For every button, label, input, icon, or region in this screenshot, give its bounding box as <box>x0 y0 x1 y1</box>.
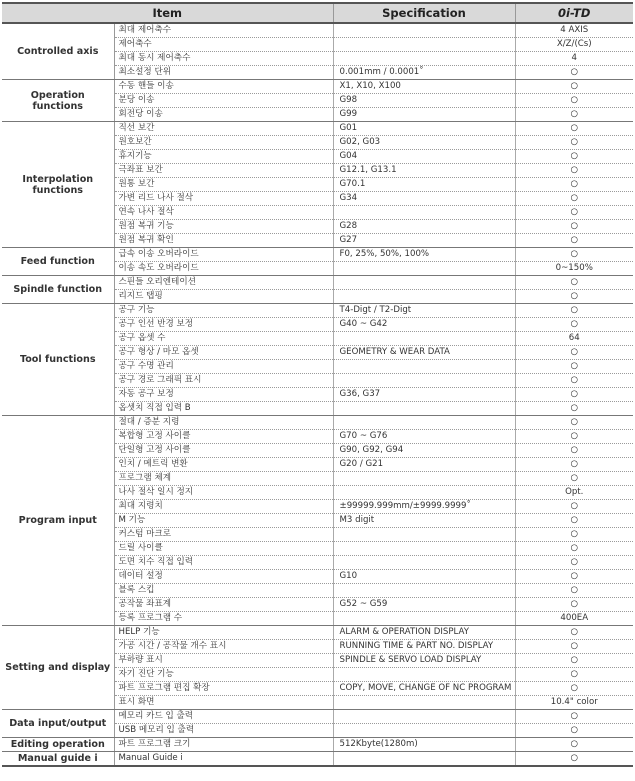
feature-value: ○ <box>515 626 633 640</box>
feature-spec <box>333 402 515 416</box>
spec-body <box>2 23 633 766</box>
feature-value: ○ <box>515 710 633 724</box>
feature-value: ○ <box>515 150 633 164</box>
category-cell: Interpolation functions <box>2 122 114 248</box>
feature-name: 공구 경로 그래픽 표시 <box>114 374 333 388</box>
feature-name: 가공 시간 / 공작물 개수 표시 <box>114 640 333 654</box>
feature-name: 제어축수 <box>114 38 333 52</box>
feature-spec: X1, X10, X100 <box>333 80 515 94</box>
feature-value: ○ <box>515 584 633 598</box>
feature-value: ○ <box>515 598 633 612</box>
feature-value: 0~150% <box>515 262 633 276</box>
feature-spec <box>333 542 515 556</box>
feature-spec <box>333 416 515 430</box>
feature-name: 급속 이송 오버라이드 <box>114 248 333 262</box>
feature-spec: ±99999.999mm/±9999.9999˚ <box>333 500 515 514</box>
feature-name: 휴지기능 <box>114 150 333 164</box>
feature-value: 64 <box>515 332 633 346</box>
feature-value: ○ <box>515 234 633 248</box>
feature-name: 최소설정 단위 <box>114 66 333 80</box>
category-cell: Setting and display <box>2 626 114 710</box>
feature-value: ○ <box>515 416 633 430</box>
feature-spec <box>333 472 515 486</box>
feature-name: 자동 공구 보정 <box>114 388 333 402</box>
feature-value: ○ <box>515 122 633 136</box>
table-row <box>2 276 633 290</box>
feature-value: ○ <box>515 472 633 486</box>
feature-name: USB 메모리 입 출력 <box>114 724 333 738</box>
feature-spec: G70 ~ G76 <box>333 430 515 444</box>
feature-value: ○ <box>515 542 633 556</box>
feature-value: ○ <box>515 514 633 528</box>
feature-spec: M3 digit <box>333 514 515 528</box>
header-specification: Specification <box>333 3 515 23</box>
feature-name: 공구 형상 / 마모 옵셋 <box>114 346 333 360</box>
feature-name: 원호보간 <box>114 136 333 150</box>
feature-spec <box>333 276 515 290</box>
feature-value: Opt. <box>515 486 633 500</box>
feature-spec: RUNNING TIME & PART NO. DISPLAY <box>333 640 515 654</box>
feature-name: 절대 / 증분 지령 <box>114 416 333 430</box>
category-cell: Data input/output <box>2 710 114 738</box>
feature-value: ○ <box>515 360 633 374</box>
feature-name: 드릴 사이클 <box>114 542 333 556</box>
feature-spec: COPY, MOVE, CHANGE OF NC PROGRAM <box>333 682 515 696</box>
feature-spec <box>333 696 515 710</box>
feature-name: 옵셋치 직접 입력 B <box>114 402 333 416</box>
feature-spec <box>333 206 515 220</box>
feature-value: ○ <box>515 346 633 360</box>
feature-spec <box>333 528 515 542</box>
feature-value: ○ <box>515 192 633 206</box>
feature-value: ○ <box>515 318 633 332</box>
feature-value: ○ <box>515 136 633 150</box>
feature-spec <box>333 332 515 346</box>
feature-spec: SPINDLE & SERVO LOAD DISPLAY <box>333 654 515 668</box>
feature-value: ○ <box>515 220 633 234</box>
feature-spec: G02, G03 <box>333 136 515 150</box>
feature-value: ○ <box>515 682 633 696</box>
feature-name: 파트 프로그램 크기 <box>114 738 333 752</box>
feature-spec: G27 <box>333 234 515 248</box>
feature-value: ○ <box>515 570 633 584</box>
feature-value: 400EA <box>515 612 633 626</box>
feature-value: ○ <box>515 206 633 220</box>
table-row <box>2 304 633 318</box>
feature-spec <box>333 724 515 738</box>
category-cell: Feed function <box>2 248 114 276</box>
feature-name: 인치 / 메트릭 변환 <box>114 458 333 472</box>
feature-spec: G99 <box>333 108 515 122</box>
feature-spec <box>333 290 515 304</box>
feature-value: ○ <box>515 374 633 388</box>
feature-spec: GEOMETRY & WEAR DATA <box>333 346 515 360</box>
category-cell: Tool functions <box>2 304 114 416</box>
feature-name: 단일형 고정 사이클 <box>114 444 333 458</box>
feature-value: ○ <box>515 80 633 94</box>
feature-name: 극좌표 보간 <box>114 164 333 178</box>
feature-name: 회전당 이송 <box>114 108 333 122</box>
feature-spec: G98 <box>333 94 515 108</box>
feature-value: ○ <box>515 430 633 444</box>
feature-name: HELP 기능 <box>114 626 333 640</box>
feature-spec <box>333 262 515 276</box>
table-row <box>2 738 633 752</box>
feature-value: ○ <box>515 108 633 122</box>
table-row <box>2 122 633 136</box>
feature-spec: G28 <box>333 220 515 234</box>
table-row <box>2 416 633 430</box>
feature-value: ○ <box>515 668 633 682</box>
feature-value: ○ <box>515 276 633 290</box>
feature-value: ○ <box>515 724 633 738</box>
feature-spec: G12.1, G13.1 <box>333 164 515 178</box>
feature-name: 최대 지령치 <box>114 500 333 514</box>
feature-spec: T4-Digt / T2-Digt <box>333 304 515 318</box>
feature-value: ○ <box>515 66 633 80</box>
spec-table <box>2 2 633 767</box>
feature-name: 파트 프로그램 편집 확장 <box>114 682 333 696</box>
table-row <box>2 752 633 767</box>
feature-spec: ALARM & OPERATION DISPLAY <box>333 626 515 640</box>
feature-value: ○ <box>515 290 633 304</box>
feature-spec <box>333 52 515 66</box>
table-row <box>2 80 633 94</box>
header-item: Item <box>2 3 333 23</box>
feature-name: 데이터 설정 <box>114 570 333 584</box>
feature-spec: G52 ~ G59 <box>333 598 515 612</box>
feature-value: X/Z/(Cs) <box>515 38 633 52</box>
category-cell: Editing operation <box>2 738 114 752</box>
feature-spec: G70.1 <box>333 178 515 192</box>
feature-spec: G01 <box>333 122 515 136</box>
feature-value: ○ <box>515 402 633 416</box>
category-cell: Spindle function <box>2 276 114 304</box>
feature-value: ○ <box>515 94 633 108</box>
feature-name: Manual Guide i <box>114 752 333 767</box>
feature-name: 최대 동시 제어축수 <box>114 52 333 66</box>
feature-name: 연속 나사 절삭 <box>114 206 333 220</box>
feature-name: 수동 핸들 이송 <box>114 80 333 94</box>
feature-spec <box>333 612 515 626</box>
feature-value: ○ <box>515 654 633 668</box>
feature-name: 공작물 좌표계 <box>114 598 333 612</box>
feature-value: ○ <box>515 752 633 767</box>
feature-value: ○ <box>515 164 633 178</box>
feature-spec: G90, G92, G94 <box>333 444 515 458</box>
feature-spec: 0.001mm / 0.0001˚ <box>333 66 515 80</box>
feature-spec: G40 ~ G42 <box>333 318 515 332</box>
feature-spec: G34 <box>333 192 515 206</box>
feature-spec <box>333 752 515 767</box>
table-row <box>2 626 633 640</box>
feature-spec: G20 / G21 <box>333 458 515 472</box>
feature-spec <box>333 556 515 570</box>
feature-name: 분당 이송 <box>114 94 333 108</box>
feature-name: 원점 복귀 확인 <box>114 234 333 248</box>
feature-value: 4 <box>515 52 633 66</box>
feature-name: 메모리 카드 입 출력 <box>114 710 333 724</box>
feature-name: 부하량 표시 <box>114 654 333 668</box>
category-cell: Controlled axis <box>2 23 114 80</box>
feature-name: 원점 복귀 기능 <box>114 220 333 234</box>
feature-name: 원통 보간 <box>114 178 333 192</box>
feature-name: 커스텀 마크로 <box>114 528 333 542</box>
feature-name: 공구 수명 관리 <box>114 360 333 374</box>
feature-value: ○ <box>515 444 633 458</box>
feature-value: ○ <box>515 738 633 752</box>
feature-name: 프로그램 체계 <box>114 472 333 486</box>
feature-spec: F0, 25%, 50%, 100% <box>333 248 515 262</box>
feature-name: 도면 치수 직접 입력 <box>114 556 333 570</box>
feature-name: 블록 스킵 <box>114 584 333 598</box>
feature-name: 스핀들 오리엔테이션 <box>114 276 333 290</box>
feature-spec <box>333 38 515 52</box>
feature-value: ○ <box>515 528 633 542</box>
feature-spec <box>333 486 515 500</box>
feature-name: 직선 보간 <box>114 122 333 136</box>
feature-value: ○ <box>515 388 633 402</box>
feature-value: 10.4" color <box>515 696 633 710</box>
table-row <box>2 248 633 262</box>
feature-spec <box>333 584 515 598</box>
feature-name: 공구 인선 반경 보정 <box>114 318 333 332</box>
feature-name: 리지드 탭핑 <box>114 290 333 304</box>
feature-name: 이송 속도 오버라이드 <box>114 262 333 276</box>
table-row <box>2 710 633 724</box>
feature-value: ○ <box>515 500 633 514</box>
feature-name: 표시 화면 <box>114 696 333 710</box>
feature-name: 가변 리드 나사 절삭 <box>114 192 333 206</box>
feature-value: ○ <box>515 304 633 318</box>
feature-name: 자기 진단 기능 <box>114 668 333 682</box>
category-cell: Program input <box>2 416 114 626</box>
feature-spec: G04 <box>333 150 515 164</box>
feature-spec: 512Kbyte(1280m) <box>333 738 515 752</box>
feature-value: ○ <box>515 640 633 654</box>
feature-name: 나사 절삭 일시 정지 <box>114 486 333 500</box>
feature-value: ○ <box>515 178 633 192</box>
feature-spec <box>333 668 515 682</box>
feature-name: 등록 프로그램 수 <box>114 612 333 626</box>
category-cell: Operation functions <box>2 80 114 122</box>
feature-name: M 기능 <box>114 514 333 528</box>
feature-name: 공구 기능 <box>114 304 333 318</box>
feature-name: 최대 제어축수 <box>114 23 333 38</box>
table-row <box>2 23 633 38</box>
feature-spec <box>333 360 515 374</box>
header-model: 0i-TD <box>515 3 633 23</box>
feature-spec <box>333 710 515 724</box>
feature-value: ○ <box>515 248 633 262</box>
feature-value: ○ <box>515 556 633 570</box>
feature-spec: G36, G37 <box>333 388 515 402</box>
category-cell: Manual guide i <box>2 752 114 767</box>
feature-value: ○ <box>515 458 633 472</box>
feature-name: 공구 옵셋 수 <box>114 332 333 346</box>
feature-value: 4 AXIS <box>515 23 633 38</box>
feature-spec <box>333 374 515 388</box>
feature-spec: G10 <box>333 570 515 584</box>
feature-spec <box>333 23 515 38</box>
feature-name: 복합형 고정 사이클 <box>114 430 333 444</box>
header-row <box>2 3 633 23</box>
